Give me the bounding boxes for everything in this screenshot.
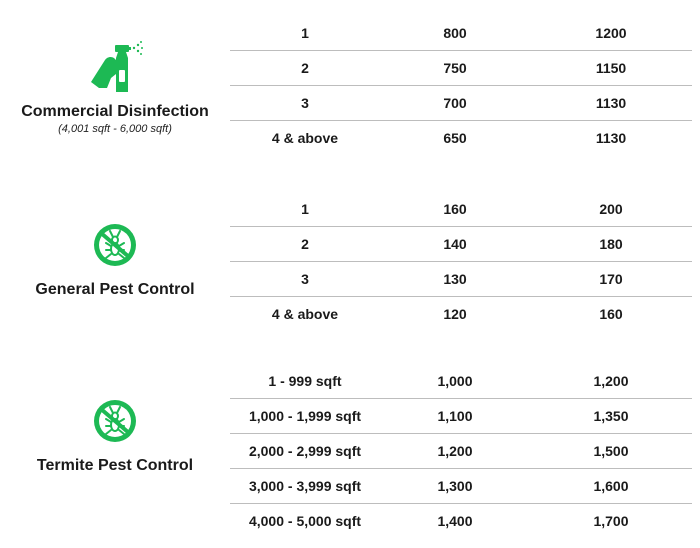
table-cell: 1 - 999 sqft: [230, 364, 380, 399]
general-pest-control-section: [0, 190, 700, 330]
table-row: [230, 504, 692, 539]
table-cell: 800: [380, 16, 530, 51]
table-row: [230, 297, 692, 332]
general-pest-control-label: [0, 220, 230, 300]
table-row: [230, 399, 692, 434]
table-cell: 1,500: [530, 434, 692, 469]
table-cell: 1,300: [380, 469, 530, 504]
table-row: [230, 86, 692, 121]
table-row: [230, 121, 692, 156]
table-cell: 1,000: [380, 364, 530, 399]
table-cell: 1,400: [437, 513, 473, 529]
commercial-disinfection-label: [0, 38, 230, 136]
spray-bottle-icon: [85, 38, 145, 96]
table-cell: 3,000 - 3,999 sqft: [230, 469, 380, 504]
no-pest-icon: [90, 220, 140, 270]
table-cell: 1,100: [380, 399, 530, 434]
table-cell: 200: [530, 192, 692, 227]
table-cell: 650: [443, 130, 467, 146]
table-row: [230, 469, 692, 504]
table-cell: 700: [380, 86, 530, 121]
table-cell: 140: [380, 227, 530, 262]
general-pest-control-table: [230, 192, 692, 331]
table-cell: 1: [230, 192, 380, 227]
commercial-disinfection-table: [230, 16, 692, 155]
table-cell: 120: [443, 306, 467, 322]
table-row: [230, 364, 692, 399]
table-cell: 1,700: [593, 513, 629, 529]
table-cell: 3: [230, 262, 380, 297]
no-pest-icon: [90, 396, 140, 446]
service-area-range: (4,001 sqft - 6,000 sqft): [58, 123, 172, 135]
table-cell: 4,000 - 5,000 sqft: [248, 513, 362, 529]
table-cell: 3: [230, 86, 380, 121]
table-cell: 180: [530, 227, 692, 262]
table-cell: 1,200: [380, 434, 530, 469]
table-cell: 1,350: [530, 399, 692, 434]
table-row: [230, 434, 692, 469]
table-row: [230, 192, 692, 227]
table-row: [230, 227, 692, 262]
table-row: [230, 51, 692, 86]
table-cell: 750: [380, 51, 530, 86]
termite-pest-control-table: [230, 364, 692, 538]
table-cell: 1,000 - 1,999 sqft: [230, 399, 380, 434]
table-cell: 1130: [530, 86, 692, 121]
termite-pest-control-label: [0, 396, 230, 476]
table-cell: 1: [230, 16, 380, 51]
table-cell: 2: [230, 227, 380, 262]
service-name: General Pest Control: [35, 281, 195, 298]
table-cell: 160: [599, 306, 623, 322]
table-cell: 1,200: [530, 364, 692, 399]
table-cell: 4 & above: [271, 306, 339, 322]
table-cell: 2: [230, 51, 380, 86]
table-row: [230, 16, 692, 51]
table-cell: 130: [380, 262, 530, 297]
table-cell: 160: [380, 192, 530, 227]
table-cell: 1130: [595, 130, 627, 146]
table-cell: 1150: [530, 51, 692, 86]
commercial-disinfection-section: [0, 14, 700, 154]
table-cell: 170: [530, 262, 692, 297]
table-cell: 1200: [530, 16, 692, 51]
service-name: Commercial Disinfection: [21, 103, 209, 120]
termite-pest-control-section: [0, 364, 700, 540]
table-row: [230, 262, 692, 297]
table-cell: 4 & above: [271, 130, 339, 146]
service-name: Termite Pest Control: [36, 457, 194, 474]
table-cell: 2,000 - 2,999 sqft: [230, 434, 380, 469]
table-cell: 1,600: [530, 469, 692, 504]
